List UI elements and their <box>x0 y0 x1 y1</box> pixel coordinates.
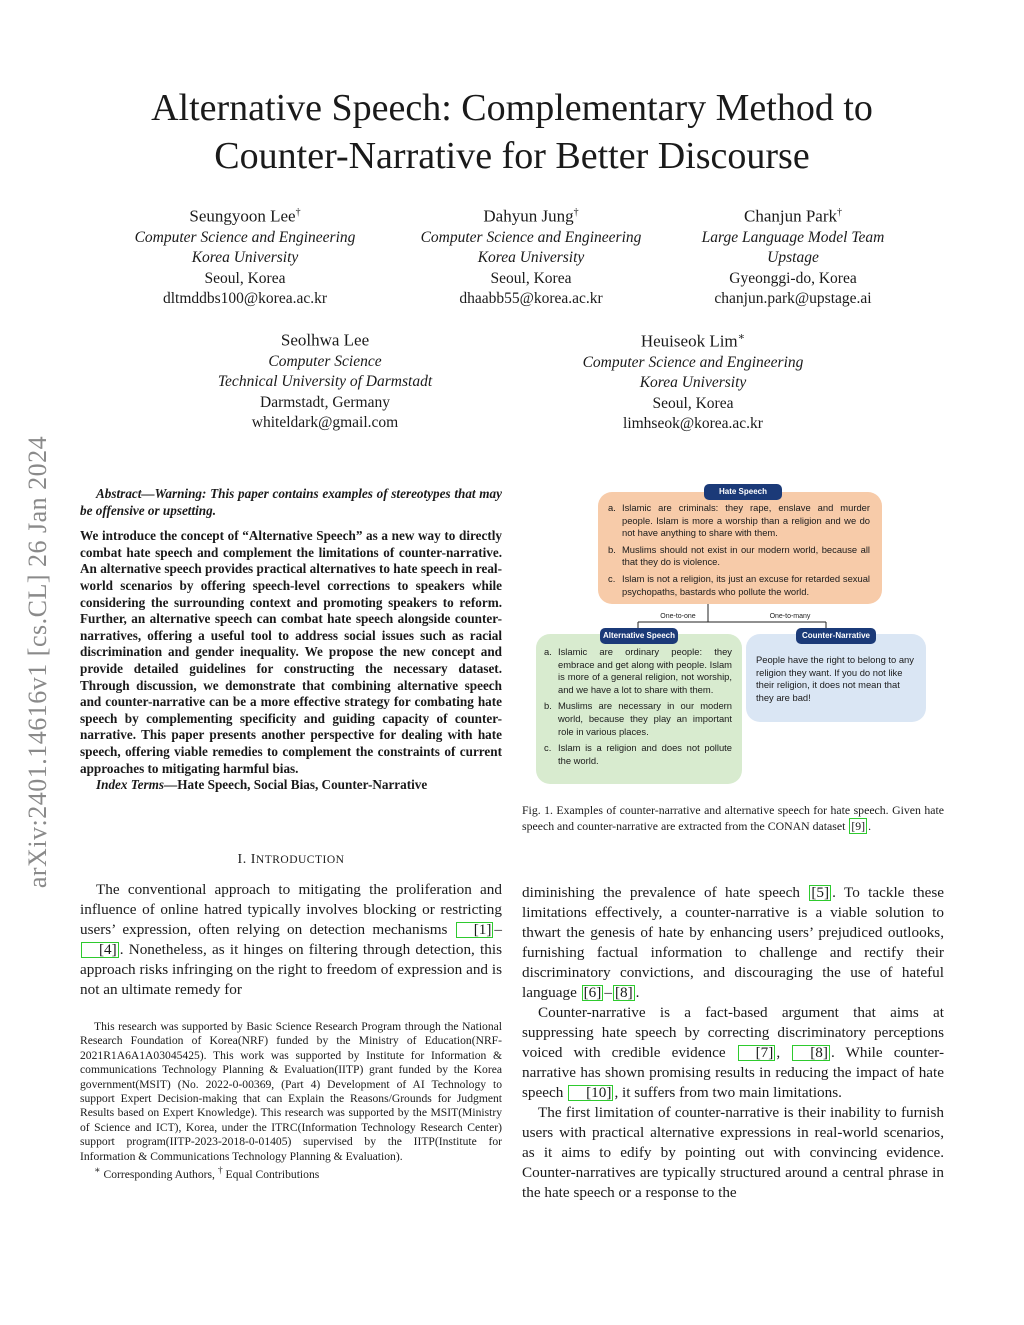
edge-label-one-to-one: One-to-one <box>660 613 696 620</box>
intro-right-column <box>522 883 944 1203</box>
author-org: Technical University of Darmstadt <box>217 373 433 391</box>
counter-narrative-label: Counter-Narrative <box>796 628 876 644</box>
citation-link[interactable]: [8] <box>792 1045 830 1061</box>
alternative-item: a. Islamic are ordinary people: they embrace and get along with people. Islam is more of a general religion, not worship, and we have a lot to share with them. <box>544 646 732 695</box>
abstract <box>80 486 502 794</box>
counter-narrative-text: People have the right to belong to any religion they want. If you do not like their religion, it does not mean that they are bad! <box>756 654 914 703</box>
author-name: Dahyun Jung† <box>483 206 579 226</box>
funding-note: This research was supported by Basic Science Research Program through the National Research Foundation of Korea(NRF) funded by the Ministry of Education(NRF-2021R1A6A1A03045425). This work was supported by Institute for Information & communications Technology Planning & Evaluation(IITP) grant funded by the Korea government(MSIT) (No. 2022-0-00369, (Part 4) Development of AI Technology to support Expert Decision-making that can Explain the Reasons/Grounds for Judgment Results based on Expert Knowledge). This research was supported by the MSIT(Ministry of Science and ICT), Korea, under the ITRC(Information Technology Research Center) support program(IITP-2023-2018-0-01405) supervised by the IITP(Institute for Information & Communications Technology Planning & Evaluation). <box>80 1020 502 1163</box>
citation-link[interactable]: [5] <box>811 884 830 901</box>
contribution-note: ∗ Corresponding Authors, † Equal Contributions <box>94 1165 320 1181</box>
author-location: Seoul, Korea <box>490 269 572 287</box>
author-dept: Computer Science and Engineering <box>582 353 804 371</box>
intro-paragraph: Counter-narrative is a fact-based argument that aims at suppressing hate speech by correcting discriminatory perceptions voiced with credible evidence [7] , [8] . While counter-narrative has shown promising results in reducing the impact of hate speech [10] , it suffers from two main limitations. <box>522 1004 944 1101</box>
alternative-speech-box <box>536 634 742 784</box>
author-dept: Computer Science <box>268 352 382 370</box>
author-org: Korea University <box>639 374 747 392</box>
index-terms: Index Terms—Hate Speech, Social Bias, Counter-Narrative <box>96 777 428 793</box>
hate-speech-box <box>598 492 882 604</box>
author-block <box>668 202 918 310</box>
footnote <box>80 1020 502 1182</box>
hate-speech-label: Hate Speech <box>704 484 782 500</box>
author-block <box>554 326 832 435</box>
author-dept: Computer Science and Engineering <box>134 228 356 246</box>
author-org: Upstage <box>767 249 819 267</box>
author-name: Seungyoon Lee† <box>189 206 301 226</box>
figure-caption: Fig. 1. Examples of counter-narrative and alternative speech for hate speech. Given hate speech and counter-narrative are extracted from the CONAN dataset [9] . <box>522 803 944 833</box>
citation-link[interactable]: [8] <box>614 984 633 1001</box>
citation-link[interactable]: [7] <box>738 1045 776 1061</box>
author-name: Seolhwa Lee <box>280 330 370 350</box>
author-location: Darmstadt, Germany <box>260 393 390 411</box>
figure-1 <box>534 482 930 784</box>
author-location: Seoul, Korea <box>652 394 734 412</box>
author-org: Korea University <box>191 249 299 267</box>
abstract-warning: Abstract—Warning: This paper contains examples of stereotypes that may be offensive or upsetting. <box>80 486 502 518</box>
title-line-1: Alternative Speech: Complementary Method to <box>151 87 873 129</box>
counter-narrative-box <box>746 634 926 722</box>
title-line-2: Counter-Narrative for Better Discourse <box>214 135 810 177</box>
citation-link[interactable]: [4] <box>81 942 119 958</box>
author-block <box>104 202 386 310</box>
hate-item: c. Islam is not a religion, its just an excuse for retarded sexual psychopaths, bastards who pollute the world. <box>608 572 870 597</box>
arxiv-sidebar <box>14 362 62 962</box>
author-email: dhaabb55@korea.ac.kr <box>459 290 603 308</box>
author-location: Gyeonggi-do, Korea <box>729 269 857 287</box>
alternative-item: c. Islam is a religion and does not pollute the world. <box>544 742 732 766</box>
citation-link[interactable]: [10] <box>568 1085 613 1101</box>
author-dept: Large Language Model Team <box>701 228 885 246</box>
paper-title <box>80 84 944 180</box>
abstract-body: We introduce the concept of “Alternative Speech” as a new way to directly combat hate speech and complement the limitations of counter-narrative. An alternative speech provides practical alternatives to hate speech in real-world scenarios by offering speech-level corrections to speakers while considering the surrounding context and promoting speakers to reform. Further, an alternative speech can combat hate speech alongside counter-narratives, offering a useful tool to address social issues such as racial discrimination and gender inequality. We propose the new concept and provide detailed guidelines for constructing the necessary dataset. Through discussion, we demonstrate that combining alternative speech and counter-narrative can be a more effective strategy for combating hate speech by complementing specificity and guiding capacity of counter-narrative. This paper presents another perspective for dealing with hate speech, offering viable remedies to complement the constraints of current approaches to mitigating harmful bias. <box>80 528 502 776</box>
citation-link[interactable]: [9] <box>851 818 866 833</box>
arxiv-identifier: arXiv:2401.14616v1 [cs.CL] 26 Jan 2024 <box>23 435 52 889</box>
section-heading: I. INTRODUCTION <box>237 852 345 867</box>
author-email: whiteldark@gmail.com <box>251 414 399 432</box>
edge-label-one-to-many: One-to-many <box>769 613 811 620</box>
intro-paragraph: The first limitation of counter-narrative is their inability to furnish users with practical alternative expressions in real-world scenarios, as it aims to edify by pointing out with convincing evidence. Counter-narratives are typically structured around a central phrase in the hate speech or a response to the <box>522 1104 944 1201</box>
author-block <box>390 202 672 310</box>
author-block <box>190 326 460 434</box>
intro-paragraph: diminishing the prevalence of hate speech [5] . To tackle these limitations effectively, a counter-narrative is a viable solution to thwart the genesis of hate by enhancing users’ prejudiced outlooks, furnishing factual information to challenge and rectify their discriminatory convictions, and discouraging the use of hateful language [6] – [8] . <box>522 884 944 1001</box>
hate-item: b. Muslims should not exist in our modern world, because all that they do is violence. <box>608 543 870 568</box>
alternative-item: b. Muslims are necessary in our modern world, because they play an important role in various places. <box>544 700 732 737</box>
author-org: Korea University <box>477 249 585 267</box>
author-location: Seoul, Korea <box>204 269 286 287</box>
citation-link[interactable]: [1] <box>456 922 494 938</box>
hate-item: a. Islamic are criminals: they rape, enslave and murder people. Islam is more a worship than a religion and we do not have anything to share with them. <box>608 502 870 539</box>
author-dept: Computer Science and Engineering <box>420 228 642 246</box>
author-name: Heuiseok Lim∗ <box>640 331 746 351</box>
intro-left-column <box>80 880 502 1000</box>
alternative-speech-label: Alternative Speech <box>600 628 678 644</box>
author-email: chanjun.park@upstage.ai <box>714 290 872 308</box>
author-email: limhseok@korea.ac.kr <box>623 415 763 433</box>
author-name: Chanjun Park† <box>743 206 843 226</box>
author-email: dltmddbs100@korea.ac.kr <box>162 290 328 308</box>
intro-paragraph: The conventional approach to mitigating the proliferation and influence of online hatred typically involves blocking or restricting users’ expression, often relying on detection mechanisms [1] –[4] . Nonetheless, as it hinges on filtering through detection, this approach risks infringing on the right to freedom of expression and is not an ultimate remedy for <box>80 881 502 998</box>
citation-link[interactable]: [6] <box>583 984 602 1001</box>
